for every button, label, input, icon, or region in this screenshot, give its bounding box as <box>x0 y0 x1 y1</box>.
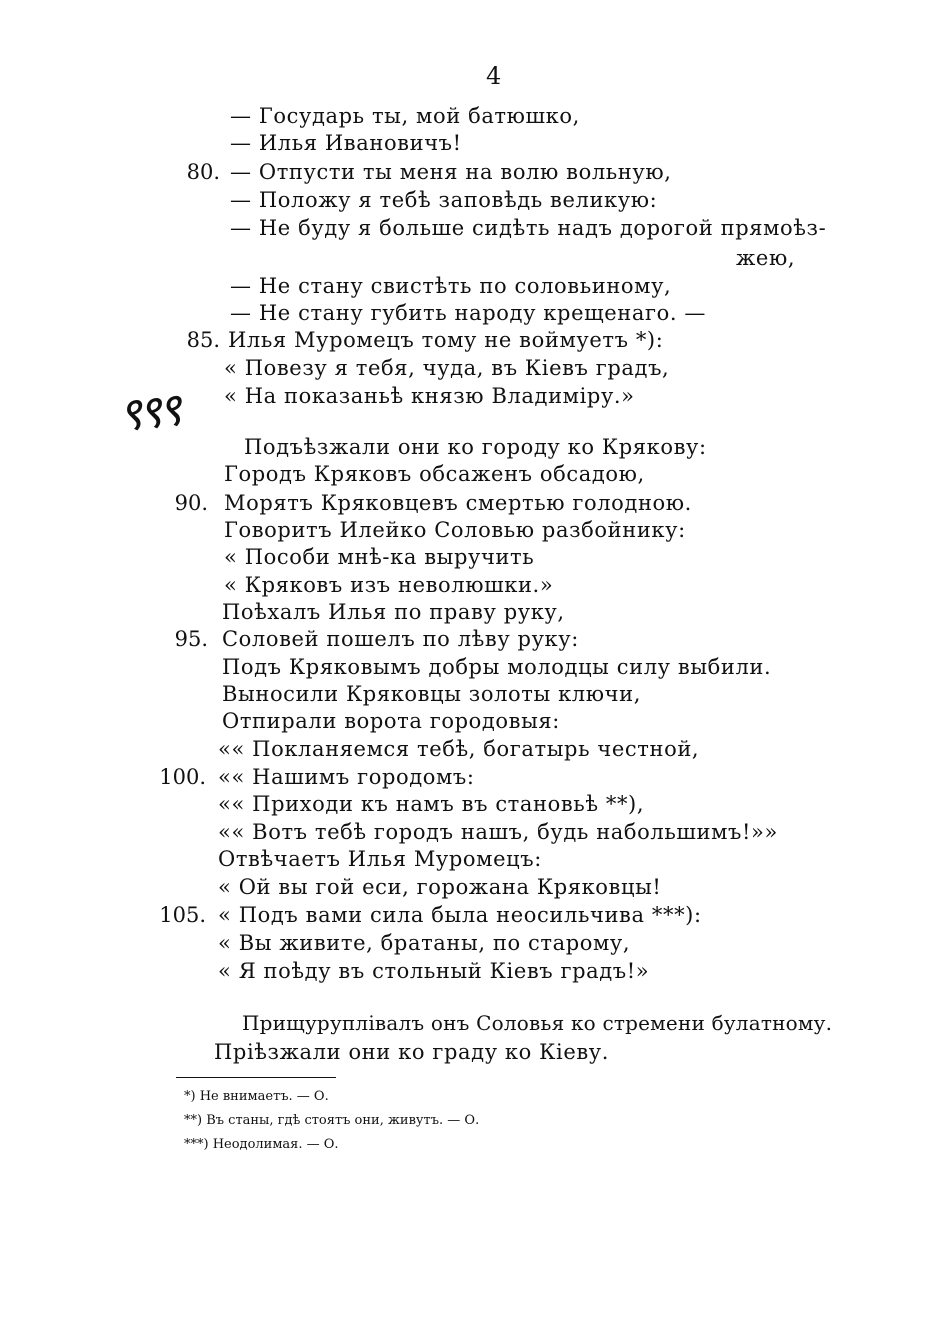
verse-line: Отпирали ворота городовыя: <box>222 709 560 733</box>
verse-line: « Кряковъ изъ неволюшки.» <box>224 573 554 597</box>
line-number: 90. <box>174 491 208 515</box>
verse-line: Пріѣзжали они ко граду ко Кіеву. <box>214 1040 610 1064</box>
verse-line: «« Нашимъ городомъ: <box>218 765 475 789</box>
verse-line: « Повезу я тебя, чуда, въ Кіевъ градъ, <box>224 356 670 380</box>
verse-line: — Отпусти ты меня на волю вольную, <box>230 160 672 184</box>
verse-line: Поѣхалъ Илья по праву руку, <box>222 600 565 624</box>
verse-line: Говоритъ Илейко Соловью разбойнику: <box>224 518 686 542</box>
line-number: 80. <box>186 160 220 184</box>
verse-line: Городъ Кряковъ обсаженъ обсадою, <box>224 462 645 486</box>
page-number: 4 <box>486 62 502 90</box>
verse-line: — Не буду я больше сидѣть надъ дорогой прямоѣз- <box>230 216 827 240</box>
line-number: 100. <box>159 765 206 789</box>
verse-line: Соловей пошелъ по лѣву руку: <box>222 627 579 651</box>
verse-line: « Я поѣду въ стольный Кіевъ градъ!» <box>218 959 650 983</box>
verse-line: «« Покланяемся тебѣ, богатырь честной, <box>218 737 700 761</box>
verse-line: Подъѣзжали они ко городу ко Крякову: <box>244 435 707 459</box>
verse-line-continuation: жею, <box>736 246 796 270</box>
footnote: **) Въ станы, гдѣ стоятъ они, живутъ. — О. <box>184 1113 480 1128</box>
verse-line: « На показаньѣ князю Владиміру.» <box>224 384 635 408</box>
verse-line: «« Приходи къ намъ въ становьѣ **), <box>218 792 645 816</box>
verse-line: — Илья Ивановичъ! <box>230 131 462 155</box>
verse-line: Подъ Кряковымъ добры молодцы силу выбили. <box>222 655 772 679</box>
verse-line: Морятъ Кряковцевъ смертью голодною. <box>224 491 692 515</box>
verse-line: « Подъ вами сила была неосильчива ***): <box>218 903 702 927</box>
line-number: 105. <box>159 903 206 927</box>
verse-line: Прищуруплівалъ онъ Соловья ко стремени булатному. <box>242 1011 833 1035</box>
verse-line: Отвѣчаетъ Илья Муромецъ: <box>218 847 542 871</box>
footnote: ***) Неодолимая. — О. <box>184 1137 339 1152</box>
verse-line: «« Вотъ тебѣ городъ нашъ, будь набольшимъ!»» <box>218 820 778 844</box>
verse-line: Выносили Кряковцы золоты ключи, <box>222 682 641 706</box>
verse-line: Илья Муромецъ тому не воймуетъ *): <box>228 328 664 352</box>
verse-line: « Пособи мнѣ-ка выручить <box>224 545 535 569</box>
verse-line: — Государь ты, мой батюшко, <box>230 104 580 128</box>
verse-line: — Не стану губить народу крещенаго. — <box>230 301 706 325</box>
verse-line: — Не стану свистѣть по соловьиному, <box>230 274 672 298</box>
footnote-rule <box>176 1077 336 1078</box>
line-number: 95. <box>174 627 208 651</box>
handwritten-mark: ९९९ <box>115 382 181 442</box>
verse-line: « Вы живите, братаны, по старому, <box>218 931 631 955</box>
line-number: 85. <box>186 328 220 352</box>
verse-line: — Положу я тебѣ заповѣдь великую: <box>230 188 658 212</box>
verse-line: « Ой вы гой еси, горожана Кряковцы! <box>218 875 662 899</box>
footnote: *) Не внимаетъ. — О. <box>184 1089 329 1104</box>
